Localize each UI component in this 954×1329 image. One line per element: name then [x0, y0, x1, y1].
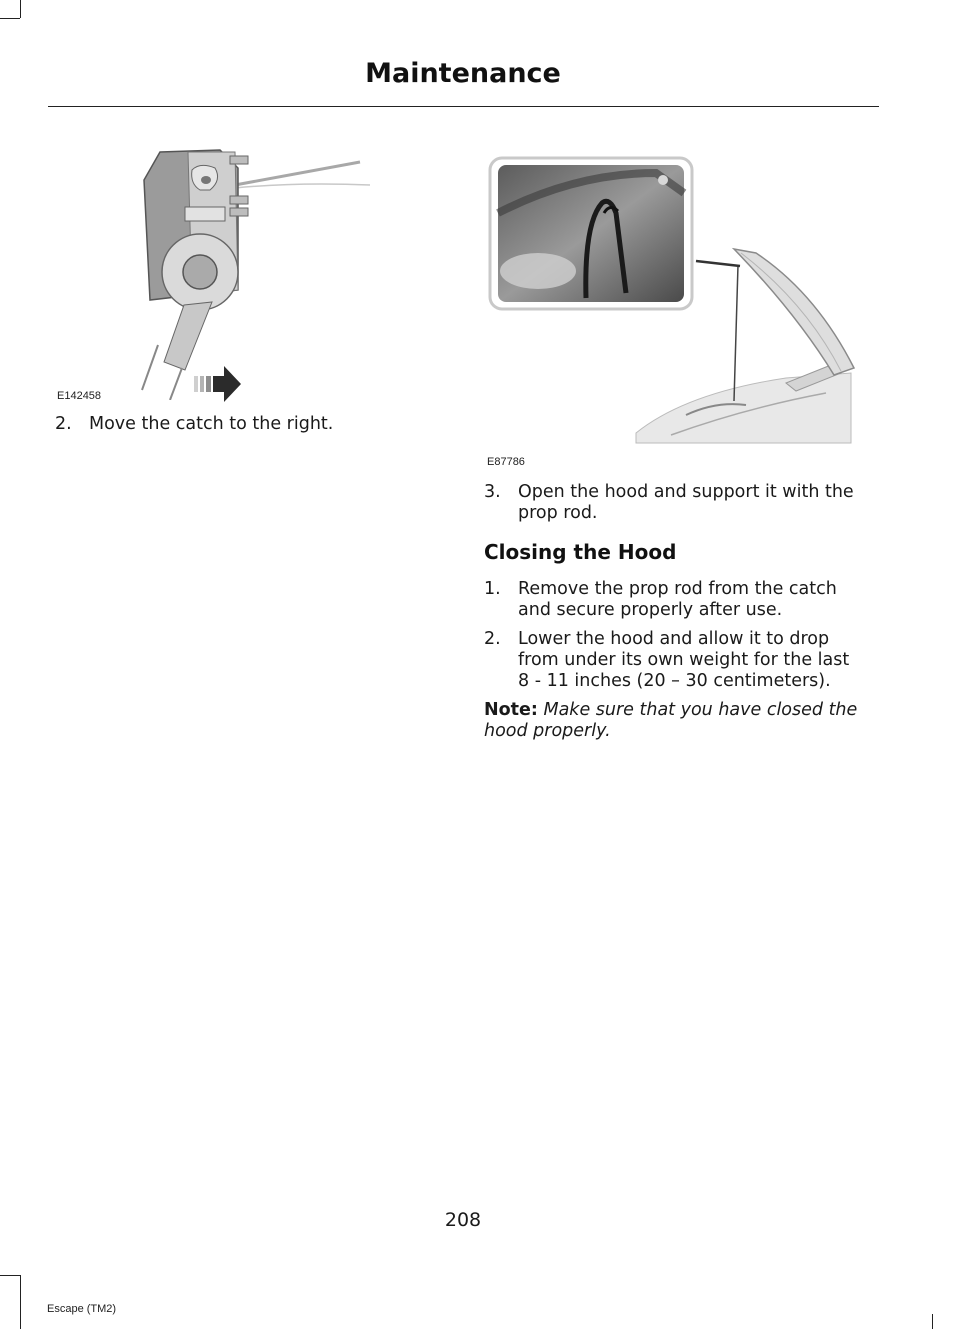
step-text-line: prop rod. [518, 503, 598, 523]
step-text-line: Remove the prop rod from the catch [518, 579, 837, 599]
figure-id: E87786 [487, 456, 525, 468]
section-heading: Closing the Hood [484, 540, 677, 564]
note-label: Note: [484, 700, 538, 720]
step-text-line: and secure properly after use. [518, 600, 783, 620]
crop-mark [20, 1314, 21, 1329]
note [484, 700, 884, 742]
catch-illustration [130, 140, 380, 400]
step-text: Move the catch to the right. [89, 414, 334, 434]
header-divider [48, 106, 879, 107]
step-number: 2. [484, 629, 501, 649]
direction-arrow-icon [194, 366, 242, 402]
list-item [55, 414, 435, 436]
page-number: 208 [444, 1209, 482, 1231]
step-text-line: Lower the hood and allow it to drop [518, 629, 830, 649]
hood-prop-illustration [486, 153, 856, 445]
page-title: Maintenance [365, 58, 561, 89]
list-item [484, 482, 884, 526]
crop-mark [0, 18, 20, 19]
step-text-line: 8 - 11 inches (20 – 30 centimeters). [518, 671, 831, 691]
step-text-line: Open the hood and support it with the [518, 482, 854, 502]
figure-id: E142458 [57, 390, 102, 402]
step-number: 2. [55, 414, 72, 434]
note-text: Make sure that you have closed the [543, 700, 858, 720]
footer-text: Escape (TM2) [47, 1303, 117, 1315]
crop-mark [20, 0, 21, 18]
step-text [518, 482, 854, 524]
step-text-line: from under its own weight for the last [518, 650, 850, 670]
list-item [484, 629, 884, 695]
step-number: 3. [484, 482, 501, 502]
step-number: 1. [484, 579, 501, 599]
step-text [518, 629, 849, 692]
note-text: hood properly. [484, 721, 611, 741]
list-item [484, 579, 884, 623]
crop-mark [932, 1314, 933, 1329]
step-text [518, 579, 837, 621]
crop-mark [0, 1275, 20, 1276]
